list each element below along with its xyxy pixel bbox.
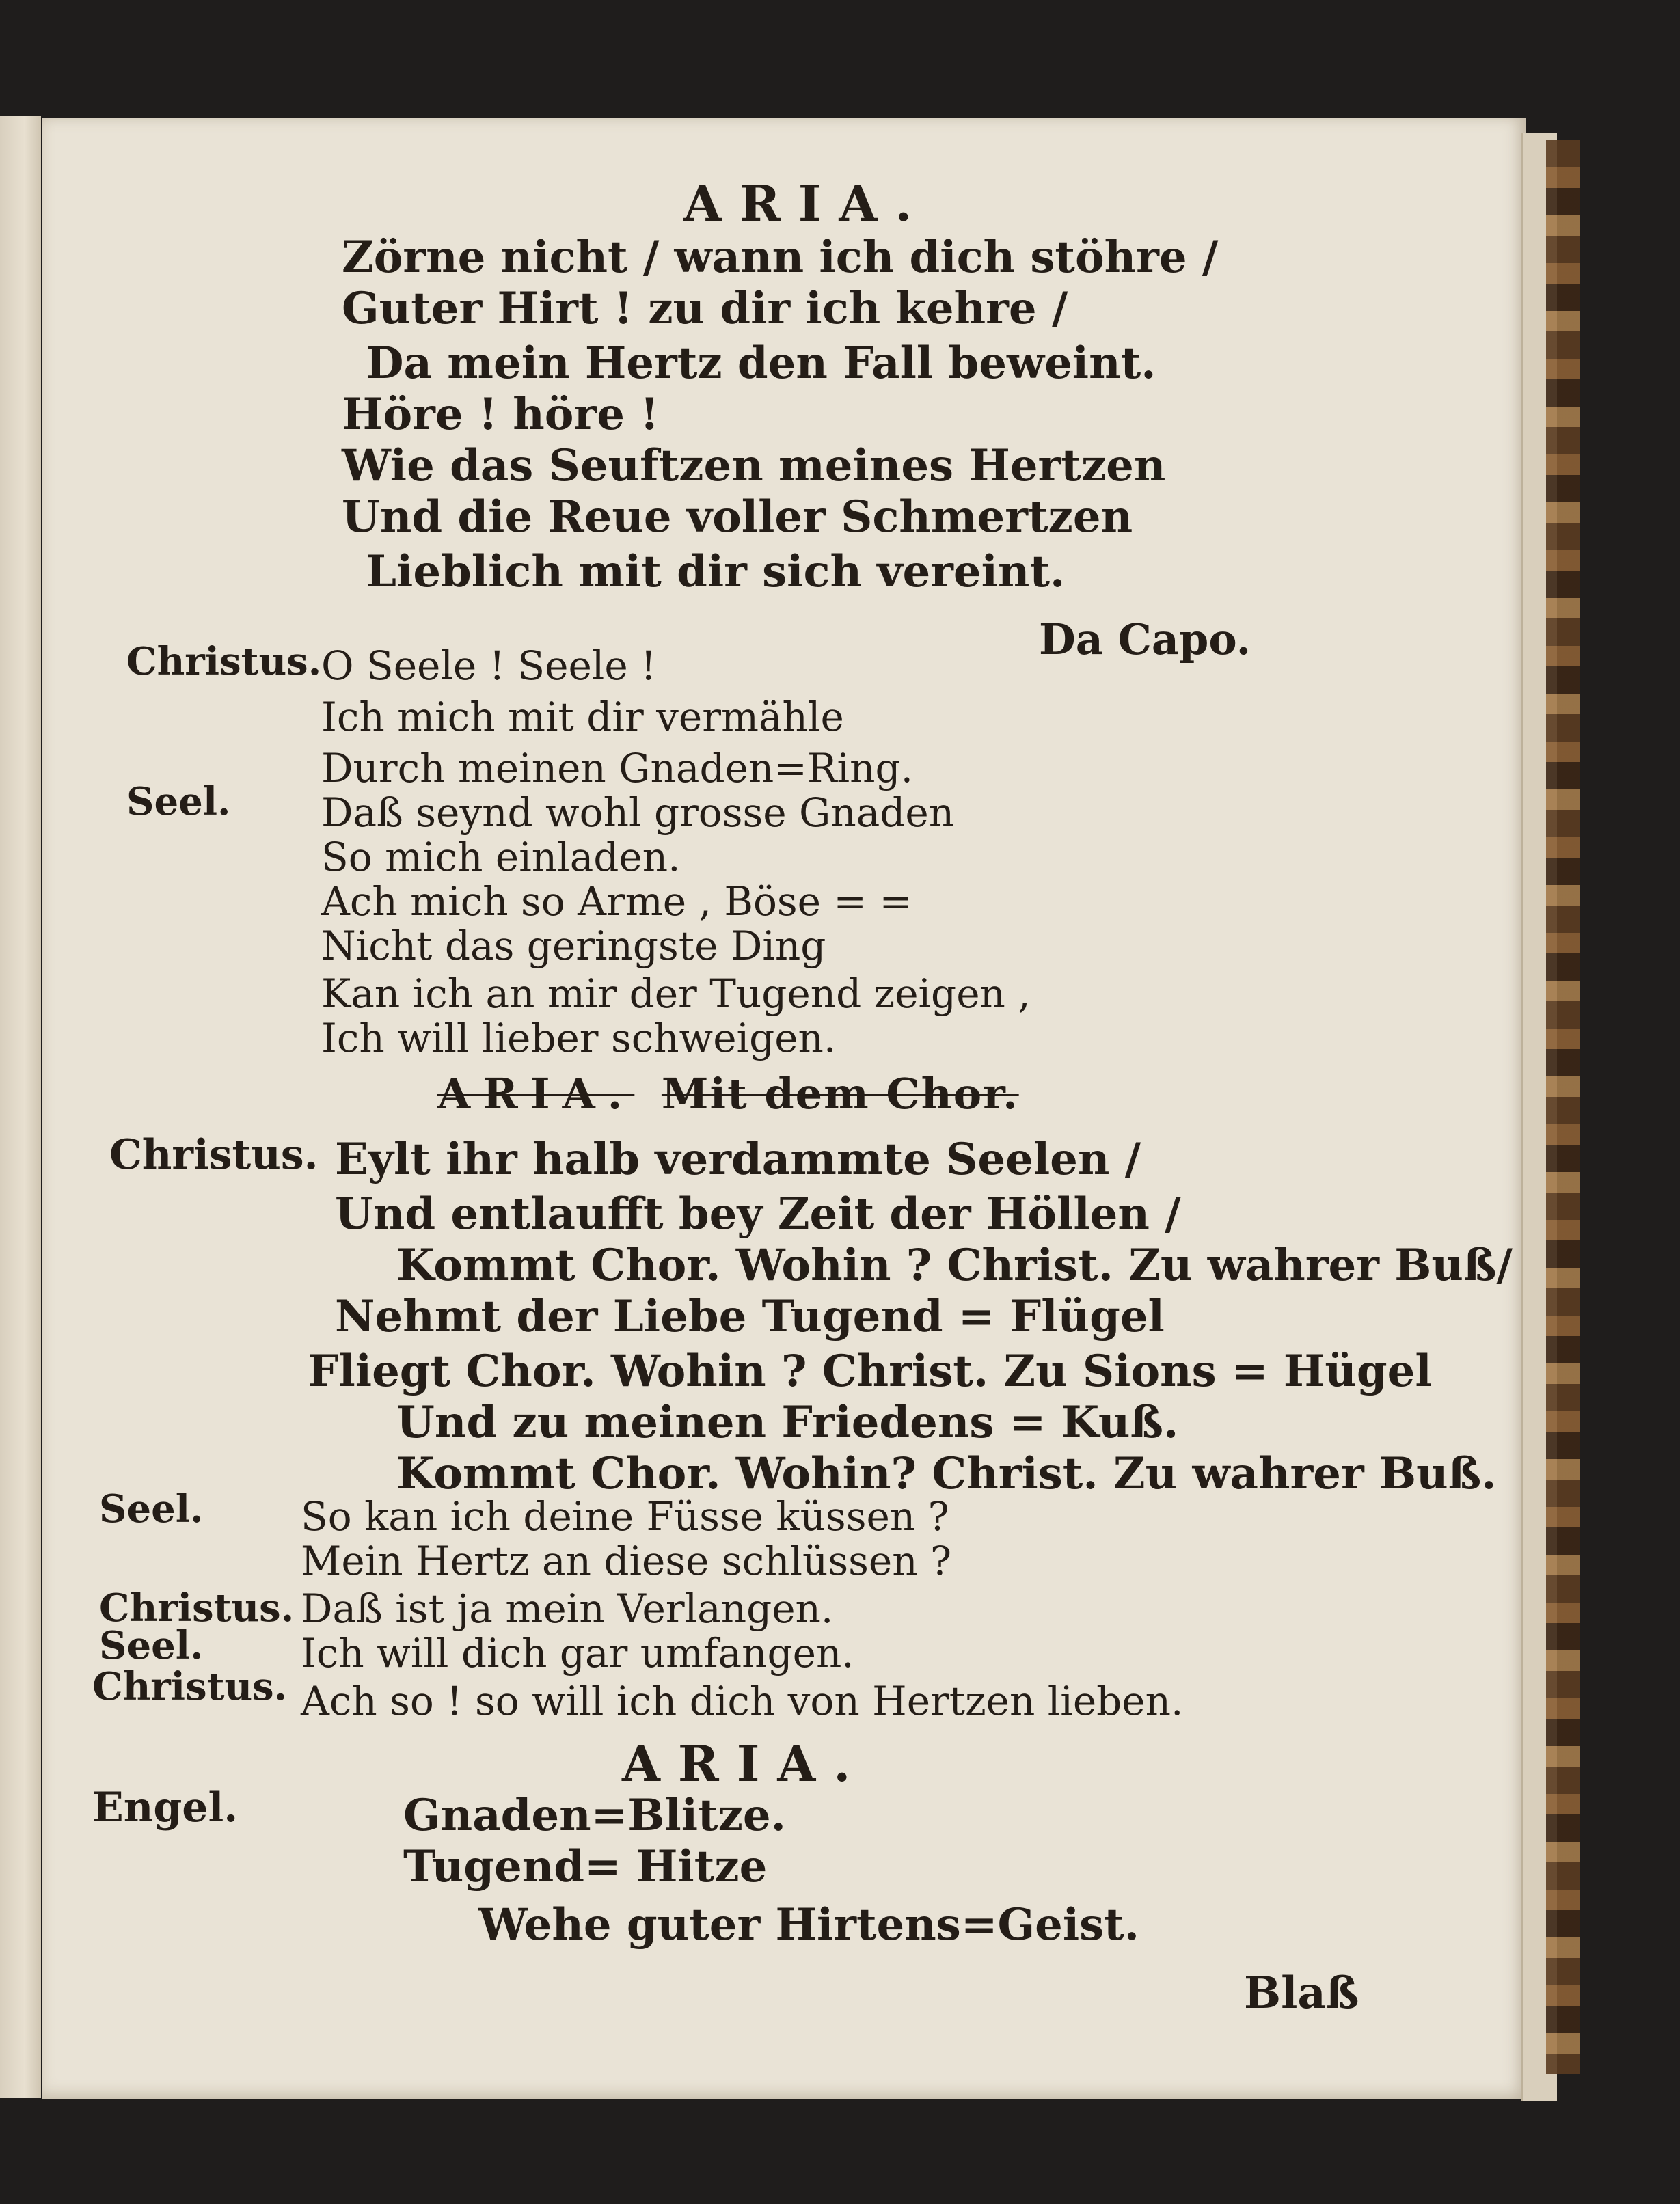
catchword: Blaß (1244, 1968, 1359, 2019)
aria2-line-4: Nehmt der Liebe Tugend = Flügel (335, 1291, 1165, 1342)
aria3-line-3: Wehe guter Hirtens=Geist. (478, 1899, 1139, 1950)
binding-gutter (0, 116, 41, 2098)
aria-heading-3: ARIA. (622, 1734, 869, 1793)
aria1-line-1: Zörne nicht / wann ich dich stöhre / (342, 232, 1219, 283)
recit1-seel-line-4: Nicht das geringste Ding (321, 923, 826, 969)
aria1-line-2: Guter Hirt ! zu dir ich kehre / (342, 283, 1068, 334)
recit1-christus-line-2: Ich mich mit dir vermähle (321, 694, 844, 740)
aria2-line-5: Fliegt Chor. Wohin ? Christ. Zu Sions = Hügel (308, 1346, 1432, 1397)
recit1-seel-line-2: So mich einladen. (321, 834, 681, 880)
recit2-line-4: Ich will dich gar umfangen. (301, 1630, 854, 1676)
speaker-seel: Seel. (126, 779, 231, 824)
da-capo: Da Capo. (1039, 614, 1251, 664)
aria2-speaker-christus: Christus. (109, 1131, 319, 1179)
recit2-line-5: Ach so ! so will ich dich von Hertzen lieben. (301, 1678, 1184, 1724)
aria2-heading: ARIA. (437, 1069, 635, 1119)
aria3-speaker-engel: Engel. (92, 1784, 239, 1832)
aria2-line-1: Eylt ihr halb verdammte Seelen / (335, 1134, 1141, 1185)
recit2-speaker-4: Seel. (99, 1623, 204, 1668)
aria-heading-2 (437, 1069, 1019, 1119)
aria1-line-6: Und die Reue voller Schmertzen (342, 491, 1133, 543)
recit2-line-2: Mein Hertz an diese schlüssen ? (301, 1538, 952, 1584)
aria1-line-7: Lieblich mit dir sich vereint. (366, 546, 1066, 597)
aria3-line-2: Tugend= Hitze (403, 1841, 768, 1892)
aria3-line-1: Gnaden=Blitze. (403, 1790, 786, 1841)
recit1-seel-line-5: Kan ich an mir der Tugend zeigen , (321, 970, 1031, 1017)
recit1-seel-line-1: Daß seynd wohl grosse Gnaden (321, 789, 955, 836)
aria2-line-6: Und zu meinen Friedens = Kuß. (396, 1397, 1179, 1448)
recit1-seel-line-6: Ich will lieber schweigen. (321, 1015, 837, 1061)
recit2-line-1: So kan ich deine Füsse küssen ? (301, 1493, 949, 1540)
recit2-line-3: Daß ist ja mein Verlangen. (301, 1586, 834, 1632)
aria1-line-3: Da mein Hertz den Fall beweint. (366, 338, 1156, 389)
recit1-christus-line-1: O Seele ! Seele ! (321, 642, 657, 689)
speaker-christus: Christus. (126, 639, 322, 684)
recit2-speaker-5: Christus. (92, 1664, 288, 1709)
aria2-line-3: Kommt Chor. Wohin ? Christ. Zu wahrer Buß/ (396, 1240, 1513, 1291)
recit1-christus-line-3: Durch meinen Gnaden=Ring. (321, 745, 914, 791)
aria2-heading-suffix: Mit dem Chor. (661, 1069, 1019, 1119)
aria2-line-2: Und entlaufft bey Zeit der Höllen / (335, 1188, 1181, 1240)
book-cover-edge (1546, 140, 1580, 2074)
aria-heading-1: ARIA. (683, 174, 930, 232)
aria1-line-5: Wie das Seuftzen meines Hertzen (342, 440, 1166, 491)
recit1-seel-line-3: Ach mich so Arme , Böse = = (321, 878, 913, 925)
aria1-line-4: Höre ! höre ! (342, 389, 660, 440)
aria2-line-7: Kommt Chor. Wohin? Christ. Zu wahrer Buß. (396, 1448, 1497, 1499)
recit2-speaker-3: Christus. (99, 1586, 295, 1631)
recit2-speaker-1: Seel. (99, 1486, 204, 1532)
